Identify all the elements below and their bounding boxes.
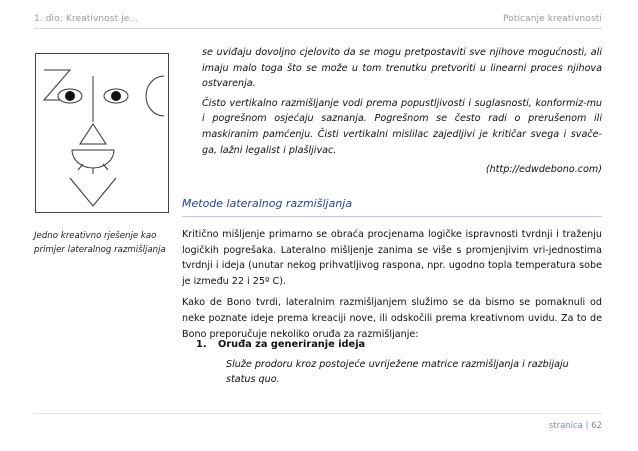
page-number: stranica | 62 [548,421,602,431]
list-item-heading: Oruđa za generiranje ideja [218,339,366,350]
face-illustration [36,54,168,212]
left-pupil [65,91,75,101]
quote-paragraph: Čisto vertikalno razmišljanje vodi prema popustljivosti i suglasnosti, konformiz-mu i pogrešnom osjećaju saznanja. Pogrešnom se često radi o prerušenom ili maskiranim pamćenju. Čisti vertikalni mislilac zajedljivi je kritičar svega i svače-ga, lažni legalist i plašljivac. [202,97,602,156]
letter-c-shape [146,76,164,116]
quote-source: (http://edwdebono.com) [485,164,602,176]
heading-underline [182,216,602,217]
body-paragraph: Kako de Bono tvrdi, lateralnim razmišljanjem služimo se da bismo se pomaknuli od neke poznate ideje prema kreaciji nove, ili odskočili prema kreativnom uvidu. Za to de Bono preporučuje nekoliko oruđa za razmišljanje: [182,297,602,340]
list-item-text: Služe prodoru kroz postojeće uvriježene matrice razmišljanja i razbijaju status quo. [226,359,569,385]
running-header-left: 1. dio: Kreativnost je... [34,14,139,24]
mouth-shape [72,150,114,168]
figure-caption: Jedno kreativno rješenje kao primjer lateralnog razmišljanja [34,231,166,255]
body-text [182,227,602,348]
header-divider [34,28,602,29]
running-header-right: Poticanje kreativnosti [503,14,602,24]
lateral-thinking-figure [35,53,169,213]
chin-v-shape [70,178,116,206]
right-pupil [111,91,121,101]
body-paragraph: Kritično mišljenje primarno se obraća procjenama logičke ispravnosti tvrdnji i traženju logičkih pogrešaka. Lateralno mišljenje zanima se više s promjenjivim vri-jednostima tvrdnji i ideja (unutar nekog prihvatljivog raspona, npr. ugodno topla temperatura sobe je između 22 i 25º C). [182,229,602,287]
triangle-shape [80,124,106,144]
list-item-title [196,339,365,350]
quote-paragraph: se uviđaju dovoljno cjelovito da se mogu pretpostaviti sve njihove mogućnosti, ali imaju malo toga što se može u tom trenutku pretvoriti u linearni proces njihova ostvarenja. [202,47,602,90]
section-heading: Metode lateralnog razmišljanja [182,197,353,210]
list-item-number: 1. [196,339,207,350]
footer-divider [34,413,602,414]
quote-block [202,45,602,178]
